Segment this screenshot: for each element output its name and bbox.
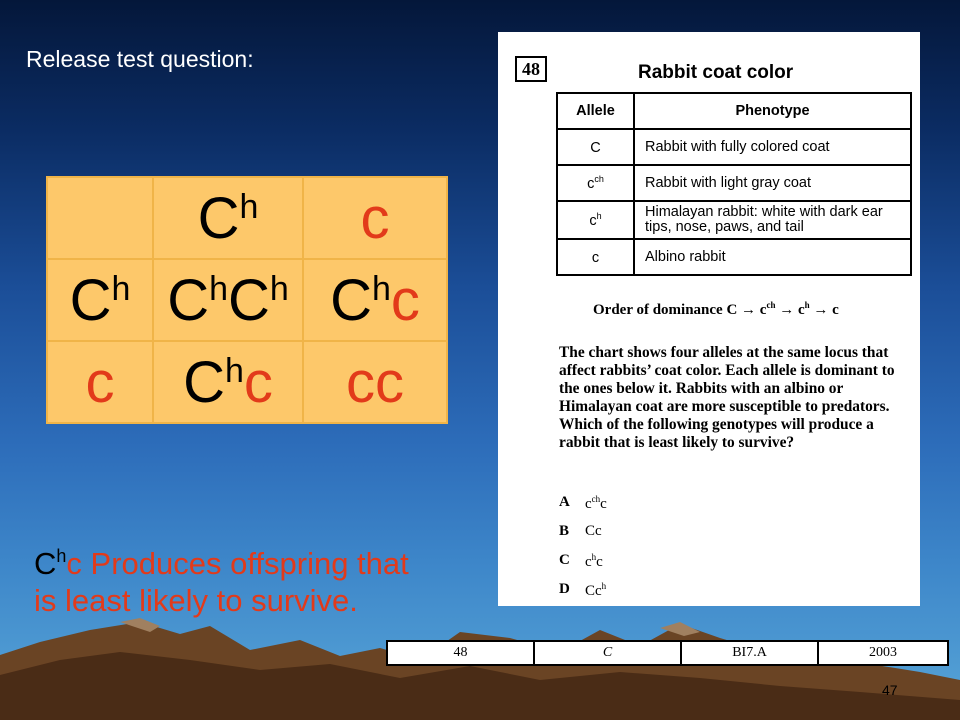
allele-cell: $c^{ch}$: [557, 165, 634, 201]
choice-letter: A: [559, 494, 570, 510]
allele-table: [556, 92, 912, 276]
test-question-panel: [498, 32, 920, 606]
punnett-row: [47, 341, 447, 423]
answer-choice[interactable]: [559, 552, 607, 581]
phenotype-cell: Rabbit with light gray coat: [634, 165, 911, 201]
answer-choice[interactable]: [559, 581, 607, 610]
info-answer: C: [534, 641, 681, 665]
phenotype-cell: Albino rabbit: [634, 239, 911, 275]
allele-row: [557, 239, 911, 275]
allele-row: [557, 201, 911, 239]
question-number: 48: [515, 56, 547, 82]
answer-choice[interactable]: [559, 523, 607, 552]
punnett-header-cell: c: [303, 177, 447, 259]
phenotype-cell: Rabbit with fully colored coat: [634, 129, 911, 165]
choice-genotype: Cc: [585, 523, 602, 539]
conclusion-statement: c Produces offspring that is least likely to survive.: [34, 546, 409, 618]
punnett-cell: $C^hc$: [153, 341, 303, 423]
answer-choice[interactable]: [559, 494, 607, 523]
dominance-order: Order of dominance $C \to c^{ch} \to c^h \to c$: [593, 300, 839, 318]
slide-number: 47: [882, 682, 898, 698]
punnett-header-cell: $C^h$: [153, 177, 303, 259]
choice-letter: C: [559, 552, 570, 568]
punnett-cell: $C^hC^h$: [153, 259, 303, 341]
answer-choices: [559, 494, 607, 610]
allele-cell: C: [557, 129, 634, 165]
choice-genotype: $c^{ch}c$: [585, 494, 607, 512]
conclusion-genotype: $C^h$: [34, 546, 67, 581]
choice-genotype: $c^hc$: [585, 552, 603, 570]
allele-row: [557, 129, 911, 165]
phenotype-cell: Himalayan rabbit: white with dark ear tips, nose, paws, and tail: [634, 201, 911, 239]
allele-cell: c: [557, 239, 634, 275]
punnett-cell: $C^hc$: [303, 259, 447, 341]
punnett-corner-cell: [47, 177, 153, 259]
punnett-square: [46, 176, 448, 424]
punnett-header-row: [47, 177, 447, 259]
conclusion-text: [34, 538, 424, 619]
punnett-row-label: $C^h$: [47, 259, 153, 341]
question-title: Rabbit coat color: [638, 62, 794, 83]
punnett-row: [47, 259, 447, 341]
question-body: The chart shows four alleles at the same locus that affect rabbits’ coat color. Each allele is dominant to the ones below it. Rabbits with an albino or Himalayan coat are more susceptible to predators. Which of the following genotypes will produce a rabbit that is least likely to survive?: [559, 344, 895, 451]
allele-row: [557, 165, 911, 201]
choice-genotype: Cc$^h$: [585, 581, 607, 599]
allele-table-header: [557, 93, 911, 129]
punnett-cell: cc: [303, 341, 447, 423]
question-info-table: [386, 640, 949, 666]
phenotype-column-header: Phenotype: [634, 93, 911, 129]
choice-letter: B: [559, 523, 570, 539]
info-year: 2003: [818, 641, 948, 665]
allele-cell: $c^h$: [557, 201, 634, 239]
punnett-row-label: c: [47, 341, 153, 423]
info-row: [387, 641, 948, 665]
intro-text: Release test question:: [26, 46, 254, 72]
allele-column-header: Allele: [557, 93, 634, 129]
info-standard: BI7.A: [681, 641, 818, 665]
choice-letter: D: [559, 581, 570, 597]
info-item-number: 48: [387, 641, 534, 665]
